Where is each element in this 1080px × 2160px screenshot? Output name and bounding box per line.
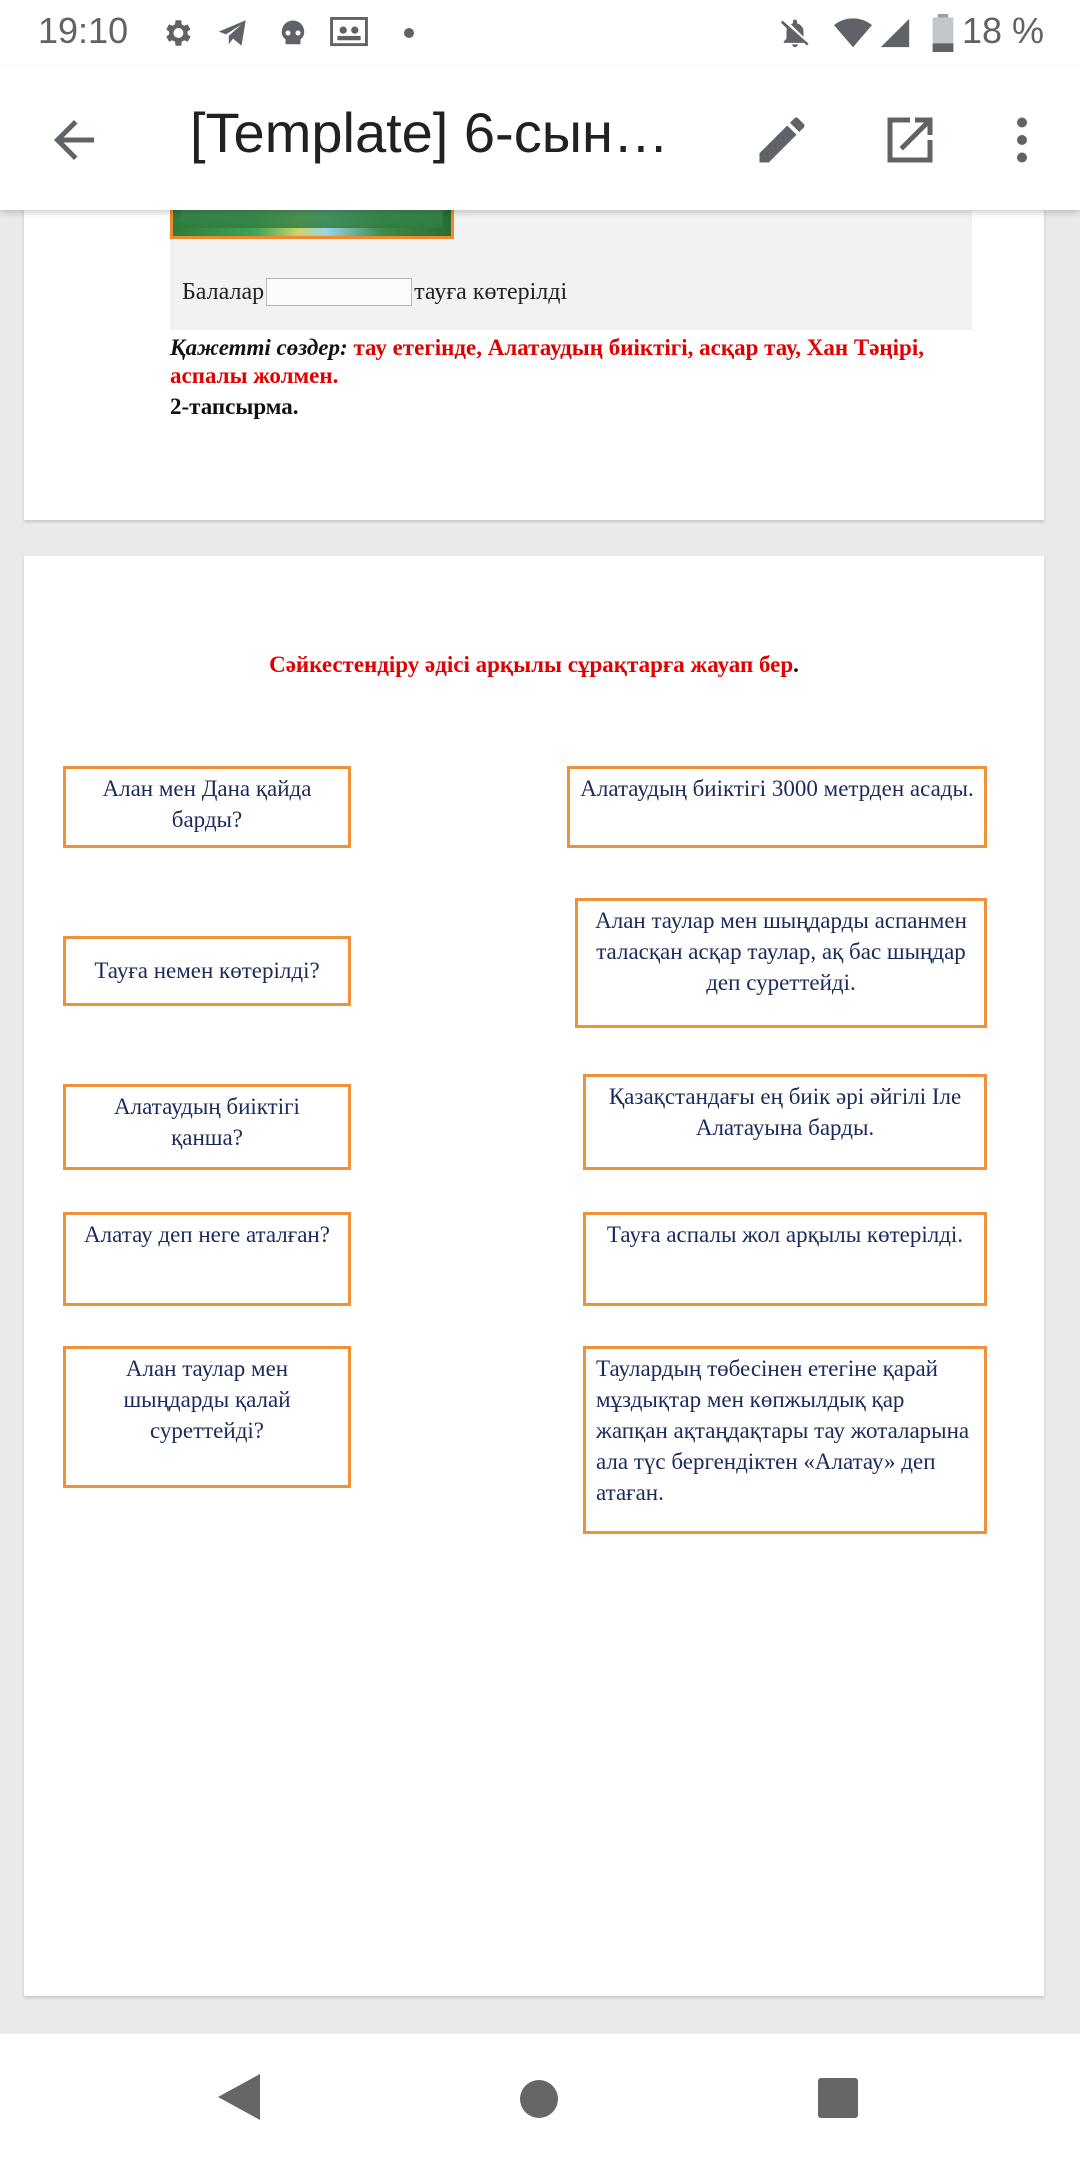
edit-pencil-icon[interactable] xyxy=(752,110,812,170)
question-box: Алан таулар мен шыңдарды қалай суреттейді? xyxy=(63,1346,351,1488)
battery-percent: 18 % xyxy=(961,10,1044,51)
blank-input-box[interactable] xyxy=(266,278,412,306)
status-bar xyxy=(0,0,1080,66)
app-bar xyxy=(0,66,1080,210)
gear-icon xyxy=(158,14,196,52)
meet-icon xyxy=(330,14,368,52)
answer-box: Таулардың төбесінен етегіне қарай мұздықтар мен көпжылдық қар жапқан ақтаңдақтары тау жоталарына ала түс бергендіктен «Алатау» деп атаған. xyxy=(583,1346,987,1534)
nav-recents-icon[interactable] xyxy=(818,2078,858,2118)
document-title: [Template] 6-сын… xyxy=(190,101,669,164)
answer-box: Қазақстандағы ең биік әрі әйгілі Іле Алатауына барды. xyxy=(583,1074,987,1170)
system-nav-bar xyxy=(0,2034,1080,2160)
instruction-dot: . xyxy=(793,652,799,677)
status-time: 19:10 xyxy=(38,10,129,51)
question-box: Алатаудың биіктігі қанша? xyxy=(63,1084,351,1170)
sentence-start: Балалар xyxy=(182,278,265,305)
required-words xyxy=(170,334,990,390)
open-external-icon[interactable] xyxy=(880,110,940,170)
answer-box: Алатаудың биіктігі 3000 метрден асады. xyxy=(567,766,987,848)
required-words-label: Қажетті сөздер: xyxy=(170,335,348,360)
back-arrow-icon[interactable] xyxy=(44,110,104,170)
battery-icon xyxy=(924,14,962,52)
sentence-end: тауға көтерілді xyxy=(414,278,568,305)
instruction-heading xyxy=(24,652,1044,678)
dot-icon xyxy=(390,14,428,52)
question-box: Тауға немен көтерілді? xyxy=(63,936,351,1006)
nav-back-icon[interactable] xyxy=(218,2074,260,2125)
skull-icon xyxy=(274,14,312,52)
required-words-list: тау етегінде, Алатаудың биіктігі, асқар тау, Хан Тәңірі, аспалы жолмен. xyxy=(170,335,924,388)
question-box: Алан мен Дана қайда барды? xyxy=(63,766,351,848)
question-box: Алатау деп неге аталған? xyxy=(63,1212,351,1306)
document-page-2 xyxy=(24,556,1044,1996)
more-vert-icon[interactable] xyxy=(992,110,1052,170)
answer-box: Тауға аспалы жол арқылы көтерілді. xyxy=(583,1212,987,1306)
nav-home-icon[interactable] xyxy=(520,2080,558,2118)
task-label: 2-тапсырма. xyxy=(170,394,299,419)
signal-icon xyxy=(876,14,914,52)
bell-off-icon xyxy=(776,14,814,52)
answer-box: Алан таулар мен шыңдарды аспанмен таласқан асқар таулар, ақ бас шыңдар деп суреттейді. xyxy=(575,898,987,1028)
instruction-text: Сәйкестендіру әдісі арқылы сұрақтарға жауап бер xyxy=(269,652,794,677)
fill-in-sentence xyxy=(182,278,567,306)
telegram-icon xyxy=(214,14,252,52)
wifi-icon xyxy=(834,14,872,52)
